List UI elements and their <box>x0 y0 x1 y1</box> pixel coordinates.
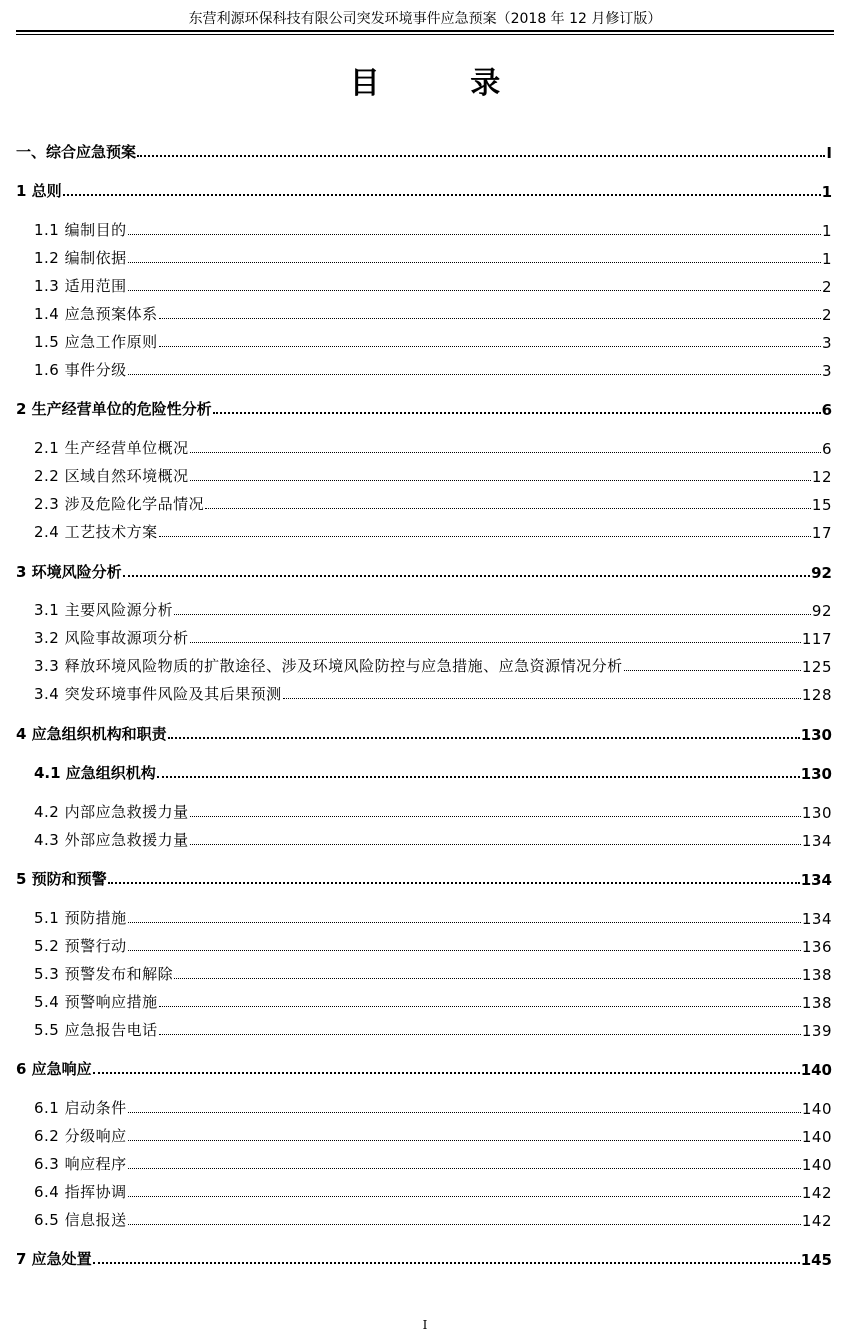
toc-entry-label: 4.2 内部应急救援力量 <box>34 803 189 821</box>
toc-entry[interactable] <box>16 654 832 676</box>
toc-entry-label: 2.2 区域自然环境概况 <box>34 467 189 485</box>
toc-leader-dots <box>624 670 801 671</box>
toc-leader-dots <box>168 737 800 739</box>
toc-entry-page: 140 <box>801 1128 832 1146</box>
toc-entry-page: 134 <box>801 910 832 928</box>
toc-leader-dots <box>108 882 800 884</box>
toc-entry[interactable] <box>16 906 832 928</box>
toc-entry-label: 6.5 信息报送 <box>34 1211 127 1229</box>
toc-leader-dots <box>283 698 801 699</box>
header-rule-thin <box>16 34 834 35</box>
header-rule-thick <box>16 30 834 32</box>
toc-entry-page: 128 <box>801 686 832 704</box>
toc-entry-label: 5.2 预警行动 <box>34 937 127 955</box>
toc-entry-page: 139 <box>801 1022 832 1040</box>
toc-leader-dots <box>128 1140 801 1141</box>
footer-page-number: I <box>422 1318 428 1332</box>
toc-entry[interactable] <box>16 1096 832 1118</box>
toc-entry[interactable] <box>16 1124 832 1146</box>
toc-entry-label: 1.4 应急预案体系 <box>34 305 158 323</box>
toc-entry[interactable] <box>16 598 832 620</box>
page-title: 目 录 <box>349 66 541 101</box>
toc-entry-page: 17 <box>811 524 832 542</box>
toc-entry-page: 1 <box>821 183 832 201</box>
toc-leader-dots <box>159 1034 801 1035</box>
toc-entry-page: 6 <box>821 401 832 419</box>
toc-entry-page: 2 <box>821 278 832 296</box>
toc-entry-label: 1 总则 <box>16 182 62 200</box>
toc-entry-label: 2.4 工艺技术方案 <box>34 523 158 541</box>
toc-leader-dots <box>190 844 801 845</box>
toc-leader-dots <box>128 1112 801 1113</box>
toc-leader-dots <box>128 1196 801 1197</box>
toc-entry-page: 12 <box>811 468 832 486</box>
toc-entry[interactable] <box>16 464 832 486</box>
toc-entry-page: 138 <box>801 966 832 984</box>
toc-entry-page: 142 <box>801 1184 832 1202</box>
toc-entry[interactable] <box>16 1057 832 1079</box>
toc-leader-dots <box>128 950 801 951</box>
toc-entry-page: 117 <box>801 630 832 648</box>
toc-leader-dots <box>174 978 801 979</box>
toc-entry-label: 6.2 分级响应 <box>34 1127 127 1145</box>
toc-entry-label: 1.6 事件分级 <box>34 361 127 379</box>
toc-entry[interactable] <box>16 274 832 296</box>
toc-leader-dots <box>159 318 821 319</box>
toc-leader-dots <box>190 816 801 817</box>
toc-entry[interactable] <box>16 990 832 1012</box>
toc-entry-page: 138 <box>801 994 832 1012</box>
toc-leader-dots <box>128 922 801 923</box>
toc-entry-label: 1.1 编制目的 <box>34 221 127 239</box>
toc-entry-label: 1.5 应急工作原则 <box>34 333 158 351</box>
toc-leader-dots <box>128 374 821 375</box>
toc-entry[interactable] <box>16 626 832 648</box>
toc-entry[interactable] <box>16 934 832 956</box>
toc-entry[interactable] <box>16 722 832 744</box>
toc-entry-label: 2 生产经营单位的危险性分析 <box>16 400 212 418</box>
toc-entry-label: 2.1 生产经营单位概况 <box>34 439 189 457</box>
toc-entry[interactable] <box>16 436 832 458</box>
toc-leader-dots <box>128 1168 801 1169</box>
toc-entry-page: 6 <box>821 440 832 458</box>
toc-leader-dots <box>205 508 811 509</box>
toc-entry-label: 4.1 应急组织机构 <box>34 764 156 782</box>
toc-entry[interactable] <box>16 1180 832 1202</box>
toc-entry-page: 15 <box>811 496 832 514</box>
toc-entry-label: 3.2 风险事故源项分析 <box>34 629 189 647</box>
toc-leader-dots <box>159 1006 801 1007</box>
toc-entry[interactable] <box>16 560 832 582</box>
toc-entry-page: I <box>826 144 832 162</box>
toc-entry-label: 5.5 应急报告电话 <box>34 1021 158 1039</box>
header-text: 东营利源环保科技有限公司突发环境事件应急预案（2018 年 12 月修订版） <box>188 11 662 27</box>
toc-leader-dots <box>128 262 821 263</box>
toc-entry-label: 3.4 突发环境事件风险及其后果预测 <box>34 685 282 703</box>
toc-entry-label: 6.4 指挥协调 <box>34 1183 127 1201</box>
toc-entry-page: 140 <box>800 1061 832 1079</box>
toc-entry-label: 5.1 预防措施 <box>34 909 127 927</box>
toc-entry[interactable] <box>16 962 832 984</box>
toc-entry-page: 140 <box>801 1156 832 1174</box>
toc-leader-dots <box>190 452 821 453</box>
toc-leader-dots <box>213 412 821 414</box>
toc-entry-label: 1.2 编制依据 <box>34 249 127 267</box>
toc-entry-page: 140 <box>801 1100 832 1118</box>
toc-entry-label: 1.3 适用范围 <box>34 277 127 295</box>
toc-entry-page: 130 <box>800 726 832 744</box>
toc-leader-dots <box>128 234 821 235</box>
toc-entry-label: 5.4 预警响应措施 <box>34 993 158 1011</box>
toc-entry[interactable] <box>16 1018 832 1040</box>
toc-entry-page: 92 <box>811 602 832 620</box>
toc-leader-dots <box>93 1072 800 1074</box>
toc-entry-label: 2.3 涉及危险化学品情况 <box>34 495 205 513</box>
toc-entry[interactable] <box>16 330 832 352</box>
toc-entry-page: 145 <box>800 1251 832 1269</box>
toc-entry[interactable] <box>16 867 832 889</box>
toc-entry-label: 6.3 响应程序 <box>34 1155 127 1173</box>
toc-entry-page: 136 <box>801 938 832 956</box>
toc-entry-page: 130 <box>801 804 832 822</box>
toc-entry[interactable] <box>16 492 832 514</box>
toc-entry[interactable] <box>16 358 832 380</box>
toc-leader-dots <box>159 536 811 537</box>
toc-entry-label: 6.1 启动条件 <box>34 1099 127 1117</box>
toc-entry-page: 1 <box>821 250 832 268</box>
toc-entry-label: 3.3 释放环境风险物质的扩散途径、涉及环境风险防控与应急措施、应急资源情况分析 <box>34 657 623 675</box>
toc-entry[interactable] <box>16 1208 832 1230</box>
toc-leader-dots <box>93 1262 800 1264</box>
toc-entry-page: 130 <box>800 765 832 783</box>
toc-leader-dots <box>123 575 810 577</box>
toc-entry-page: 125 <box>801 658 832 676</box>
toc-entry[interactable] <box>16 246 832 268</box>
toc-entry[interactable] <box>16 520 832 542</box>
toc-entry-label: 6 应急响应 <box>16 1060 92 1078</box>
toc-leader-dots <box>63 194 821 196</box>
toc-entry-label: 3 环境风险分析 <box>16 563 122 581</box>
toc-entry-page: 1 <box>821 222 832 240</box>
toc-entry[interactable] <box>16 218 832 240</box>
toc-entry-page: 3 <box>821 362 832 380</box>
toc-entry-label: 5.3 预警发布和解除 <box>34 965 174 983</box>
toc-leader-dots <box>157 776 800 778</box>
toc-entry[interactable] <box>16 761 832 783</box>
toc-leader-dots <box>174 614 811 615</box>
toc-entry-label: 7 应急处置 <box>16 1250 92 1268</box>
toc-entry-page: 134 <box>801 832 832 850</box>
toc-entry-label: 4.3 外部应急救援力量 <box>34 831 189 849</box>
toc-entry-page: 142 <box>801 1212 832 1230</box>
toc-entry-label: 4 应急组织机构和职责 <box>16 725 167 743</box>
toc-entry[interactable] <box>16 828 832 850</box>
toc-entry-label: 3.1 主要风险源分析 <box>34 601 174 619</box>
toc-entry-page: 2 <box>821 306 832 324</box>
toc-entry[interactable] <box>16 302 832 324</box>
toc-entry-page: 92 <box>811 564 832 582</box>
toc-leader-dots <box>159 346 821 347</box>
toc-entry[interactable] <box>16 140 832 162</box>
toc-entry-page: 3 <box>821 334 832 352</box>
toc-entry-page: 134 <box>800 871 832 889</box>
toc-leader-dots <box>128 1224 801 1225</box>
toc-entry[interactable] <box>16 397 832 419</box>
toc-entry[interactable] <box>16 682 832 704</box>
toc-entry-label: 5 预防和预警 <box>16 870 107 888</box>
toc-leader-dots <box>190 480 811 481</box>
toc-entry[interactable] <box>16 1247 832 1269</box>
toc-entry[interactable] <box>16 800 832 822</box>
toc-entry-label: 一、综合应急预案 <box>16 143 137 161</box>
toc-leader-dots <box>128 290 821 291</box>
toc-leader-dots <box>137 155 825 157</box>
toc-entry[interactable] <box>16 1152 832 1174</box>
running-header <box>16 0 834 36</box>
toc-entry[interactable] <box>16 179 832 201</box>
toc-leader-dots <box>190 642 801 643</box>
